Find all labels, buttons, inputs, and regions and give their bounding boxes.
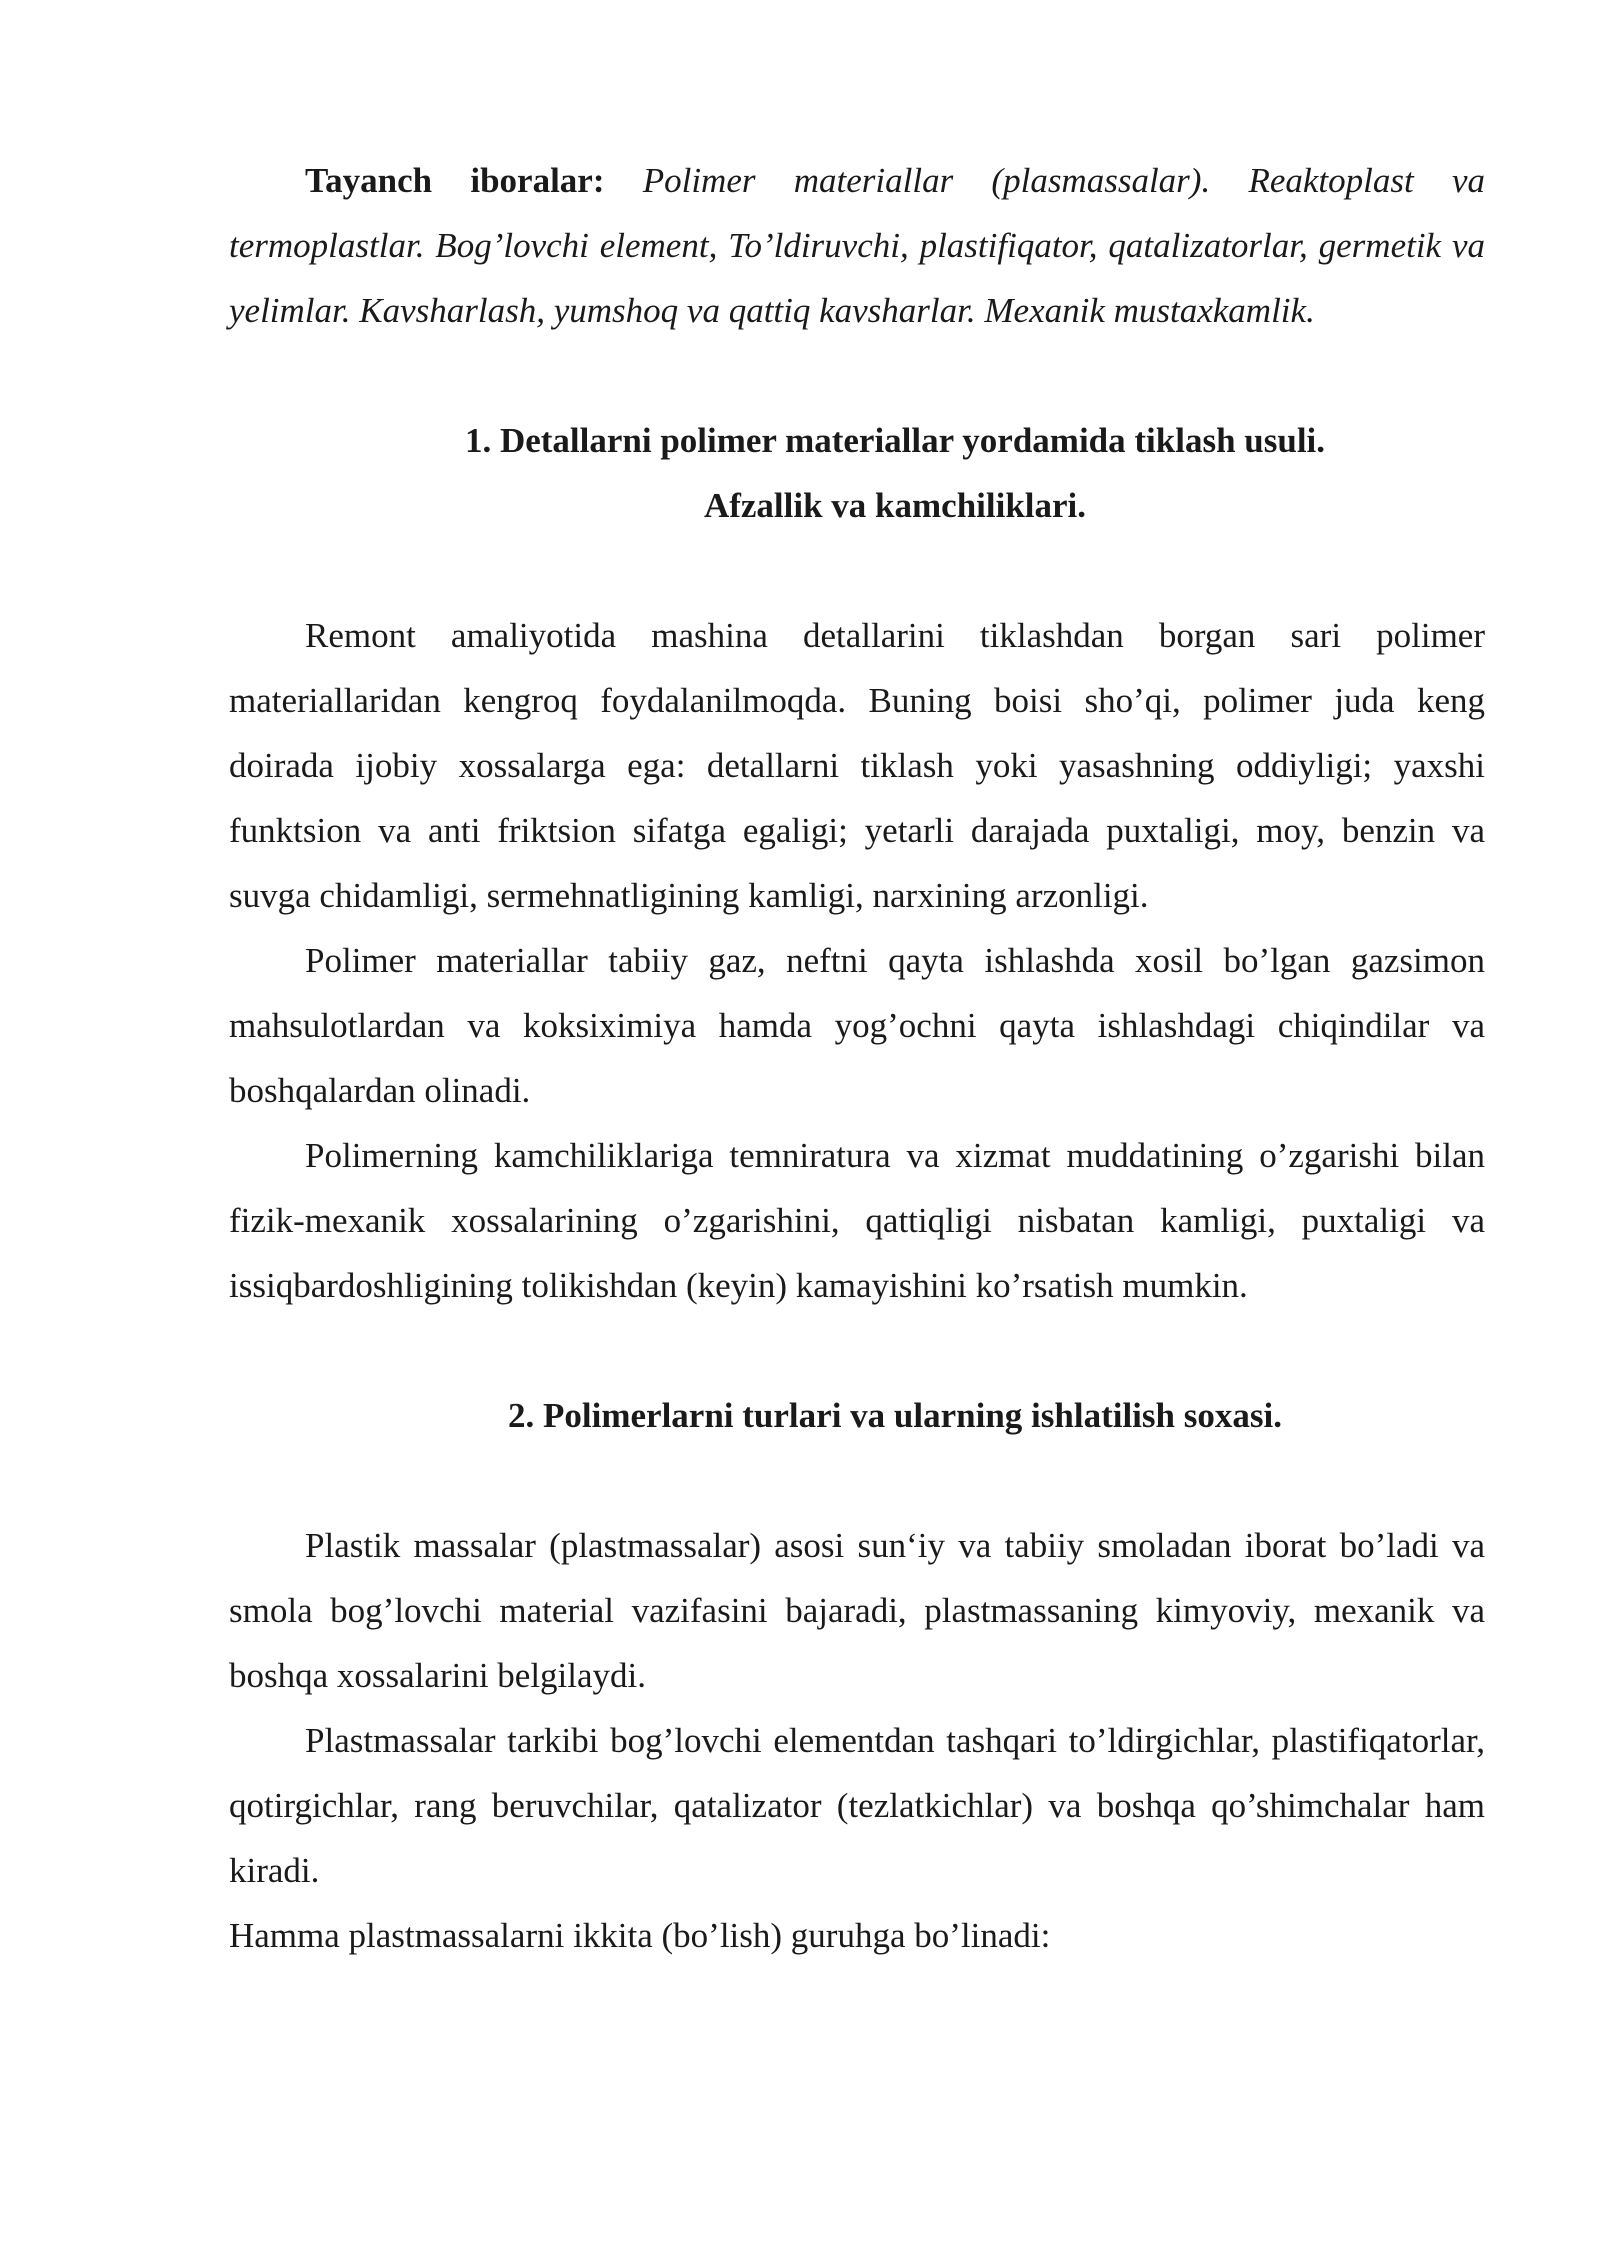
section-2-heading: 2. Polimerlarni turlari va ularning ishlatilish soxasi.	[508, 1396, 1282, 1435]
spacer	[229, 538, 1485, 603]
section-1-paragraph-2: Polimer materiallar tabiiy gaz, neftni qayta ishlashda xosil bo’lgan gazsimon mahsulotlardan va koksiximiya hamda yog’ochni qayta ishlashdagi chiqindilar va boshqalardan olinadi.	[229, 941, 1485, 1110]
spacer	[229, 343, 1485, 408]
section-2-paragraph-1: Plastik massalar (plastmassalar) asosi sun‘iy va tabiiy smoladan iborat bo’ladi va smola bog’lovchi material vazifasini bajaradi, plastmassaning kimyoviy, mexanik va boshqa xossalarini belgilaydi.	[229, 1526, 1485, 1695]
section-1-paragraph-1: Remont amaliyotida mashina detallarini tiklashdan borgan sari polimer materiallaridan kengroq foydalanilmoqda. Buning boisi sho’qi, polimer juda keng doirada ijobiy xossalarga ega: detallarni tiklash yoki yasashning oddiyligi; yaxshi funktsion va anti friktsion sifatga egaligi; yetarli darajada puxtaligi, moy, benzin va suvga chidamligi, sermehnatligining kamligi, narxining arzonligi.	[229, 616, 1485, 915]
section-1-heading-line-2: Afzallik va kamchiliklari.	[703, 486, 1087, 525]
keywords-paragraph	[229, 148, 1485, 343]
section-1-heading-line-1: 1. Detallarni polimer materiallar yordamida tiklash usuli.	[464, 421, 1326, 460]
spacer	[229, 1318, 1485, 1383]
section-2-final-line: Hamma plastmassalarni ikkita (bo’lish) guruhga bo’linadi:	[229, 1916, 1051, 1955]
keywords-text: Polimer materiallar (plasmassalar). Reaktoplast va termoplastlar. Bog’lovchi element, To’ldiruvchi, plastifiqator, qatalizatorlar, germetik va yelimlar. Kavsharlash, yumshoq va qattiq kavsharlar. Mexanik mustaxkamlik.	[229, 161, 1485, 330]
document-page	[229, 148, 1485, 1968]
section-1-paragraph-3: Polimerning kamchiliklariga temniratura va xizmat muddatining o’zgarishi bilan fizik-mexanik xossalarining o’zgarishini, qattiqligi nisbatan kamligi, puxtaligi va issiqbardoshligining tolikishdan (keyin) kamayishini ko’rsatish mumkin.	[229, 1136, 1485, 1305]
keywords-label: Tayanch iboralar:	[305, 161, 605, 200]
spacer	[229, 1448, 1485, 1513]
section-2-paragraph-2: Plastmassalar tarkibi bog’lovchi elementdan tashqari to’ldirgichlar, plastifiqatorlar, qotirgichlar, rang beruvchilar, qatalizator (tezlatkichlar) va boshqa qo’shimchalar ham kiradi.	[229, 1721, 1485, 1890]
